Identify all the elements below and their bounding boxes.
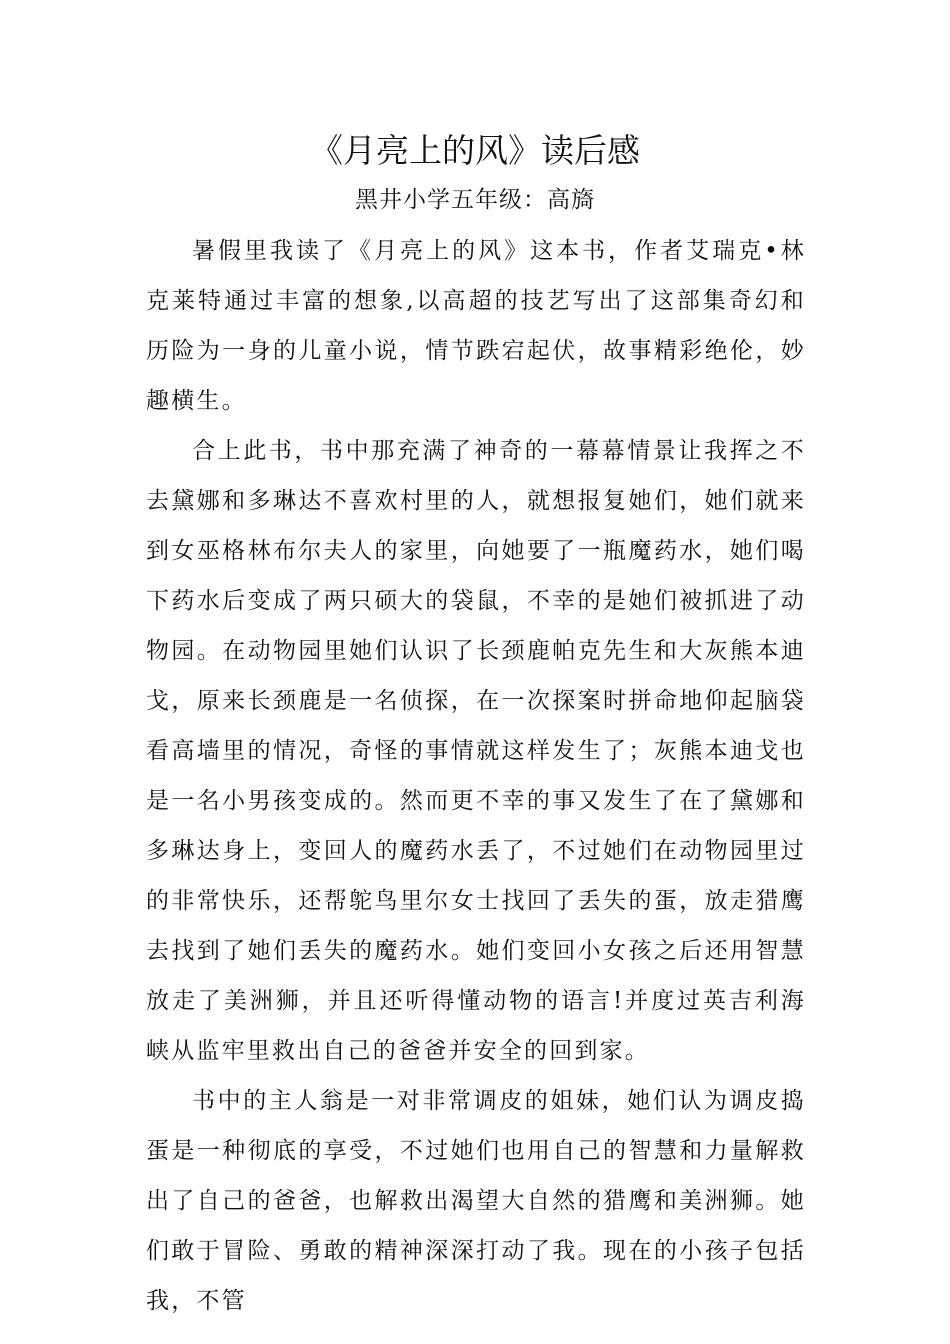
page-title: 《月亮上的风》读后感	[310, 131, 640, 170]
paragraph-1: 暑假里我读了《月亮上的风》这本书，作者艾瑞克•林克莱特通过丰富的想象,以高超的技艺写出了这部集奇幻和历险为一身的儿童小说，情节跌宕起伏，故事精彩绝伦，妙趣横生。	[146, 238, 806, 414]
author-byline: 黑井小学五年级：高旖	[355, 187, 595, 213]
essay-body	[146, 226, 806, 1326]
paragraph-2: 合上此书，书中那充满了神奇的一幕幕情景让我挥之不去黛娜和多琳达不喜欢村里的人，就想报复她们，她们就来到女巫格林布尔夫人的家里，向她要了一瓶魔药水，她们喝下药水后变成了两只硕大的袋鼠，不幸的是她们被抓进了动物园。在动物园里她们认识了长颈鹿帕克先生和大灰熊本迪戈，原来长颈鹿是一名侦探，在一次探案时拼命地仰起脑袋看高墙里的情况，奇怪的事情就这样发生了；灰熊本迪戈也是一名小男孩变成的。然而更不幸的事又发生了在了黛娜和多琳达身上，变回人的魔药水丢了，不过她们在动物园里过的非常快乐，还帮鸵鸟里尔女士找回了丢失的蛋，放走猎鹰去找到了她们丢失的魔药水。她们变回小女孩之后还用智慧放走了美洲狮，并且还听得懂动物的语言!并度过英吉利海峡从监牢里救出自己的爸爸并安全的回到家。	[146, 438, 806, 1064]
paragraph-3: 书中的主人翁是一对非常调皮的姐妹，她们认为调皮捣蛋是一种彻底的享受，不过她们也用自己的智慧和力量解救出了自己的爸爸，也解救出渴望大自然的猎鹰和美洲狮。她们敢于冒险、勇敢的精神深深打动了我。现在的小孩子包括我，不管	[146, 1088, 806, 1314]
